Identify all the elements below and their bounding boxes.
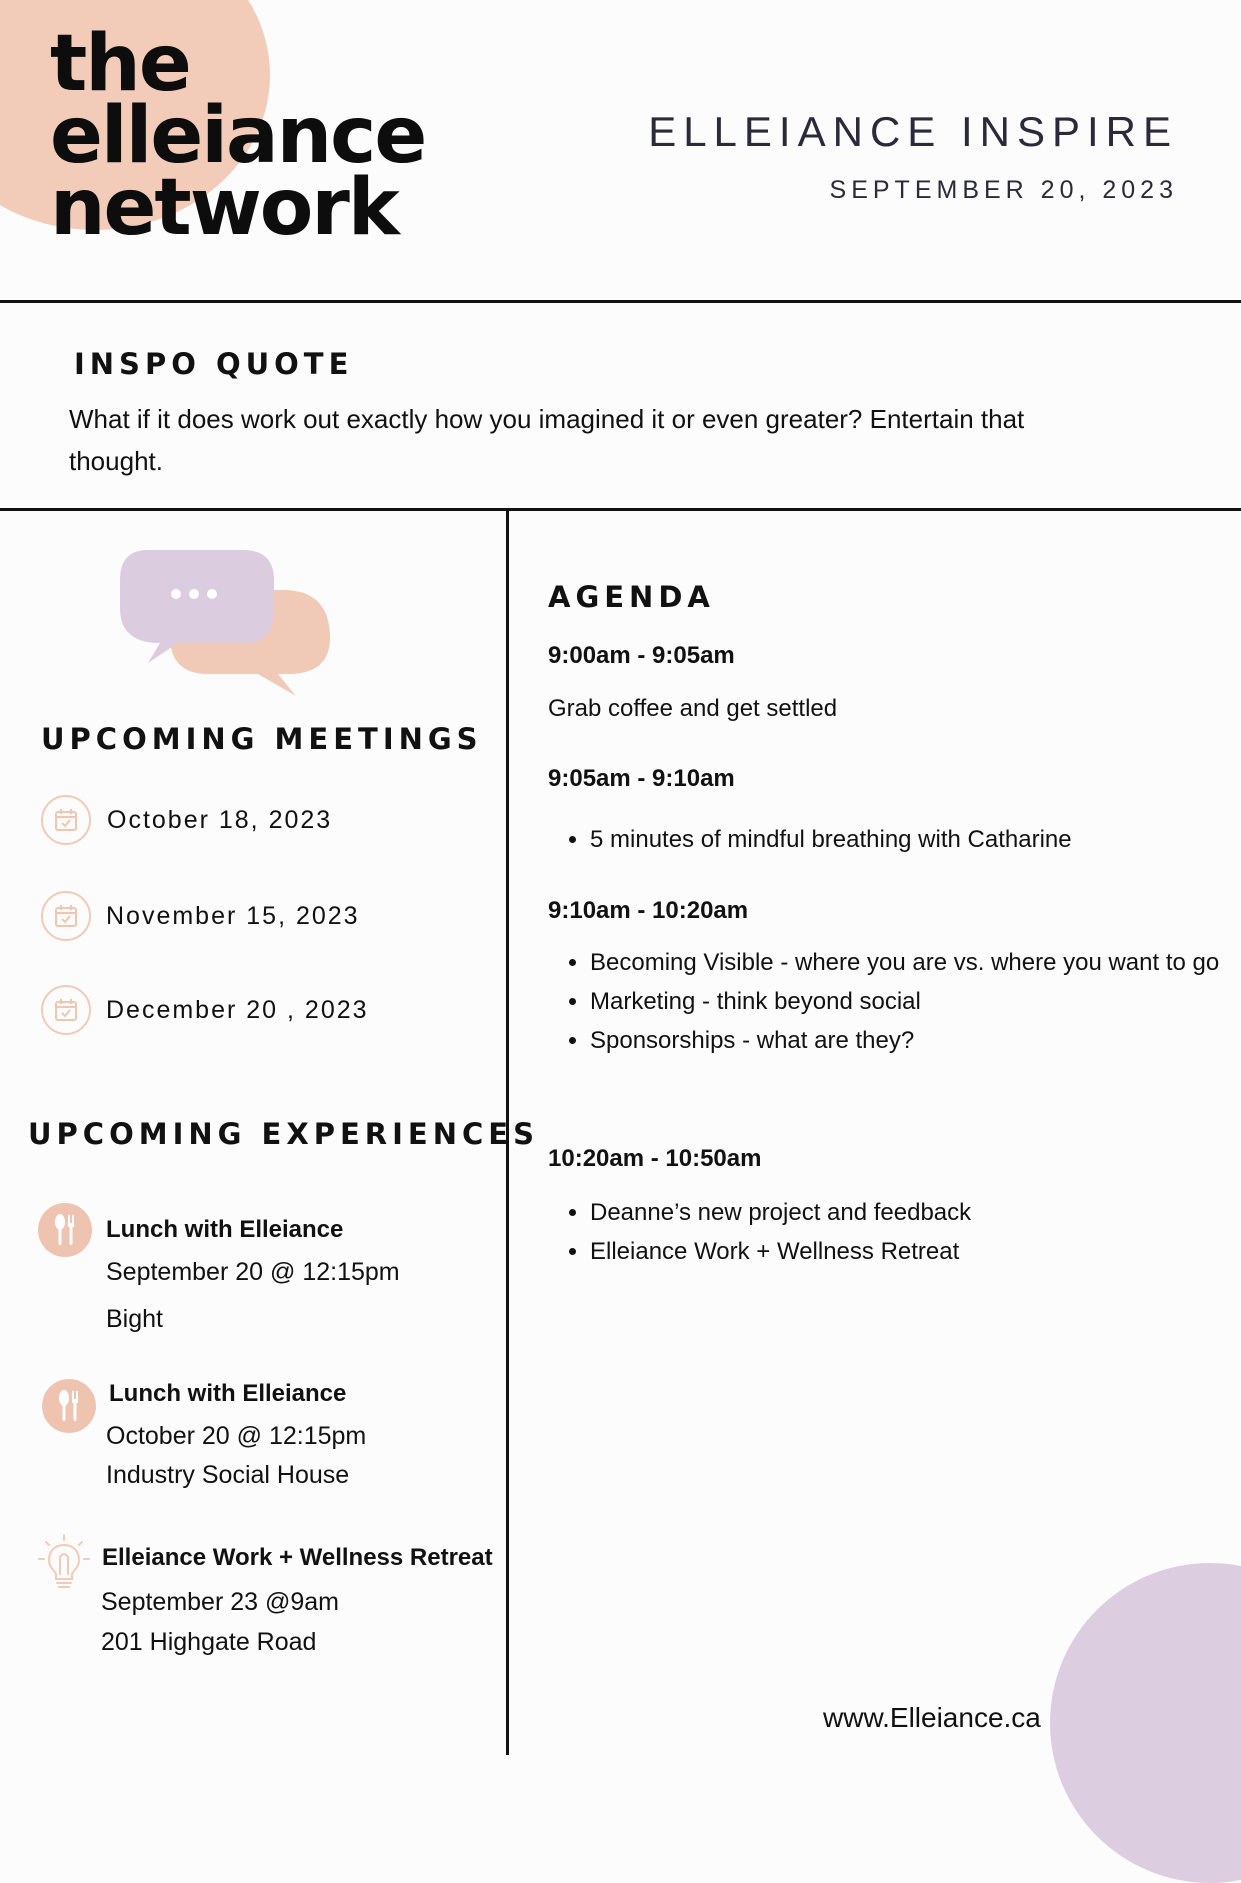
meeting-date: December 20 , 2023	[106, 995, 369, 1024]
utensils-icon	[38, 1203, 92, 1257]
experience-date: September 20 @ 12:15pm	[106, 1258, 400, 1286]
meetings-heading: UPCOMING MEETINGS	[41, 722, 483, 756]
experiences-heading: UPCOMING EXPERIENCES	[28, 1117, 539, 1151]
decorative-lavender-circle	[1050, 1563, 1241, 1883]
experience-date: September 23 @9am	[101, 1588, 340, 1616]
agenda-item: Grab coffee and get settled	[548, 695, 838, 722]
agenda-time: 9:00am - 9:05am	[548, 642, 735, 669]
experience-title: Lunch with Elleiance	[109, 1380, 347, 1407]
calendar-check-icon	[41, 985, 91, 1035]
lightbulb-icon	[36, 1533, 92, 1595]
agenda-list	[548, 1193, 1241, 1271]
experience-location: Bight	[106, 1305, 163, 1333]
agenda-item: • 5 minutes of mindful breathing with Catharine	[590, 820, 1241, 859]
meeting-date: October 18, 2023	[107, 805, 333, 834]
meeting-date: November 15, 2023	[106, 901, 360, 930]
utensils-icon	[42, 1379, 96, 1433]
meeting-item	[41, 891, 360, 941]
agenda-item: • Marketing - think beyond social	[590, 982, 1241, 1021]
quote-text: What if it does work out exactly how you imagined it or even greater? Entertain that thought.	[69, 404, 1025, 476]
agenda-item: • Sponsorships - what are they?	[590, 1021, 1241, 1060]
experience-date: October 20 @ 12:15pm	[106, 1422, 367, 1450]
brand-logo	[50, 19, 426, 253]
agenda-list	[548, 820, 1241, 859]
calendar-check-icon	[41, 795, 91, 845]
quote-heading: INSPO QUOTE	[74, 347, 354, 381]
divider	[0, 300, 1241, 303]
agenda-item: • Elleiance Work + Wellness Retreat	[590, 1232, 1241, 1271]
agenda-time: 9:10am - 10:20am	[548, 897, 749, 924]
agenda-heading: AGENDA	[548, 580, 715, 614]
agenda-time: 9:05am - 9:10am	[548, 765, 735, 792]
meeting-item	[41, 985, 369, 1035]
experience-title: Lunch with Elleiance	[106, 1216, 344, 1243]
meeting-item	[41, 795, 332, 845]
logo-line: the	[50, 19, 190, 109]
chat-bubbles-icon	[118, 548, 338, 698]
website-link[interactable]: www.Elleiance.ca	[823, 1702, 1041, 1733]
event-title: ELLEIANCE INSPIRE	[648, 108, 1178, 155]
agenda-item: • Deanne’s new project and feedback	[590, 1193, 1241, 1232]
logo-line: network	[50, 163, 398, 253]
agenda-time: 10:20am - 10:50am	[548, 1145, 762, 1172]
agenda-list	[548, 943, 1241, 1060]
experience-location: 201 Highgate Road	[101, 1628, 317, 1656]
event-date: SEPTEMBER 20, 2023	[829, 176, 1178, 204]
experience-title: Elleiance Work + Wellness Retreat	[102, 1544, 493, 1571]
calendar-check-icon	[41, 891, 91, 941]
experience-location: Industry Social House	[106, 1461, 350, 1489]
divider	[0, 508, 1241, 511]
logo-line: elleiance	[50, 91, 426, 181]
agenda-item: • Becoming Visible - where you are vs. where you want to go	[590, 943, 1241, 982]
